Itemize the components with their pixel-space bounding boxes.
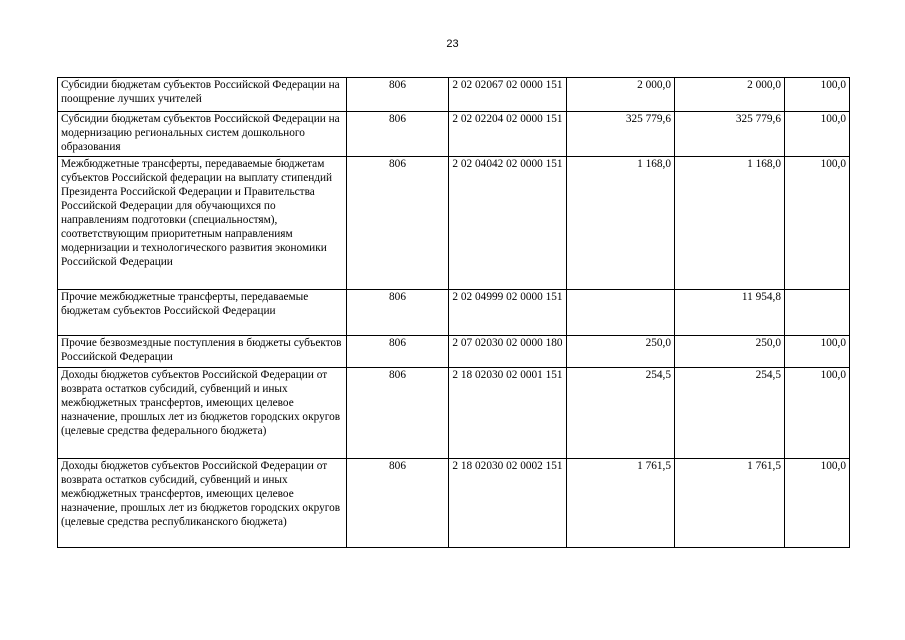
row-actual-amount: 250,0	[675, 336, 785, 368]
row-description: Субсидии бюджетам субъектов Российской Федерации на поощрение лучших учителей	[58, 78, 347, 112]
row-plan-amount: 1 168,0	[567, 157, 675, 290]
row-kbk-code: 2 02 04999 02 0000 151	[449, 290, 567, 336]
row-admin-code: 806	[347, 290, 449, 336]
row-kbk-code: 2 02 02204 02 0000 151	[449, 112, 567, 157]
table-row	[58, 368, 850, 459]
row-description: Доходы бюджетов субъектов Российской Федерации от возврата остатков субсидий, субвенций и иных межбюджетных трансфертов, имеющих целевое назначение, прошлых лет из бюджетов городских округов (целевые средства республиканского бюджета)	[58, 459, 347, 548]
row-percent: 100,0	[785, 157, 850, 290]
row-plan-amount: 254,5	[567, 368, 675, 459]
row-percent: 100,0	[785, 368, 850, 459]
row-kbk-code: 2 07 02030 02 0000 180	[449, 336, 567, 368]
row-admin-code: 806	[347, 459, 449, 548]
row-plan-amount	[567, 290, 675, 336]
page-number: 23	[446, 38, 459, 50]
row-description: Межбюджетные трансферты, передаваемые бюджетам субъектов Российской федерации на выплату стипендий Президента Российской Федерации и Правительства Российской Федерации для обучающихся по направлениям подготовки (специальностям), соответствующим приоритетным направлениям модернизации и технологического развития экономики Российской Федерации	[58, 157, 347, 290]
row-description: Доходы бюджетов субъектов Российской Федерации от возврата остатков субсидий, субвенций и иных межбюджетных трансфертов, имеющих целевое назначение, прошлых лет из бюджетов городских округов (целевые средства федерального бюджета)	[58, 368, 347, 459]
row-percent	[785, 290, 850, 336]
row-kbk-code: 2 02 02067 02 0000 151	[449, 78, 567, 112]
row-plan-amount: 1 761,5	[567, 459, 675, 548]
row-percent: 100,0	[785, 459, 850, 548]
table-row	[58, 336, 850, 368]
row-description: Прочие межбюджетные трансферты, передаваемые бюджетам субъектов Российской Федерации	[58, 290, 347, 336]
row-actual-amount: 325 779,6	[675, 112, 785, 157]
row-admin-code: 806	[347, 157, 449, 290]
row-actual-amount: 254,5	[675, 368, 785, 459]
row-kbk-code: 2 02 04042 02 0000 151	[449, 157, 567, 290]
row-actual-amount: 1 761,5	[675, 459, 785, 548]
row-percent: 100,0	[785, 78, 850, 112]
row-actual-amount: 1 168,0	[675, 157, 785, 290]
row-percent: 100,0	[785, 112, 850, 157]
table-row	[58, 157, 850, 290]
row-description: Прочие безвозмездные поступления в бюджеты субъектов Российской Федерации	[58, 336, 347, 368]
row-kbk-code: 2 18 02030 02 0001 151	[449, 368, 567, 459]
row-plan-amount: 325 779,6	[567, 112, 675, 157]
table-row	[58, 290, 850, 336]
row-admin-code: 806	[347, 112, 449, 157]
row-kbk-code: 2 18 02030 02 0002 151	[449, 459, 567, 548]
row-admin-code: 806	[347, 336, 449, 368]
row-actual-amount: 11 954,8	[675, 290, 785, 336]
row-description: Субсидии бюджетам субъектов Российской Федерации на модернизацию региональных систем дошкольного образования	[58, 112, 347, 157]
table-row	[58, 459, 850, 548]
row-plan-amount: 2 000,0	[567, 78, 675, 112]
budget-revenue-table	[57, 77, 850, 548]
row-admin-code: 806	[347, 368, 449, 459]
table-row	[58, 78, 850, 112]
row-percent: 100,0	[785, 336, 850, 368]
table-row	[58, 112, 850, 157]
row-actual-amount: 2 000,0	[675, 78, 785, 112]
row-plan-amount: 250,0	[567, 336, 675, 368]
row-admin-code: 806	[347, 78, 449, 112]
